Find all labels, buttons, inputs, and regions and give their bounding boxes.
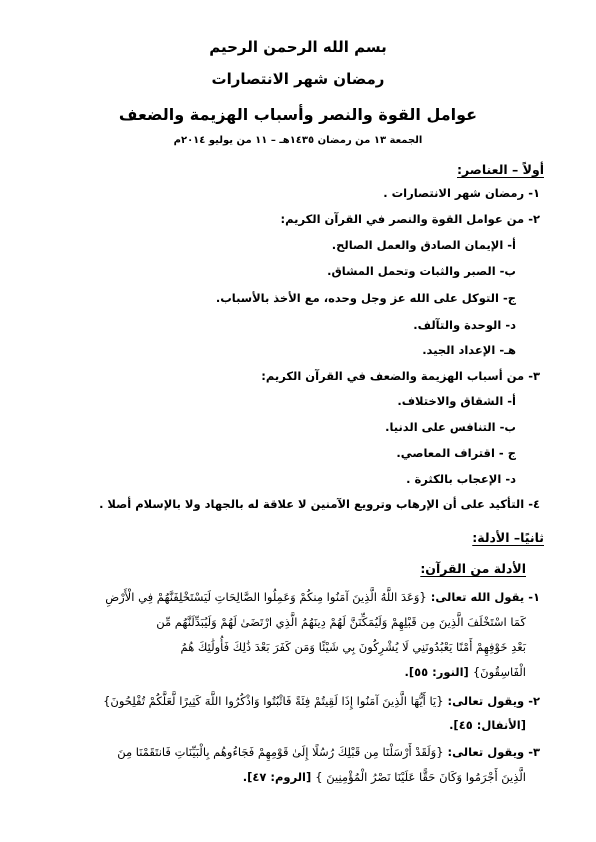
sub-list-item <box>397 394 516 408</box>
quran-evidence-heading <box>0 561 526 576</box>
sub-list-item-text: التوكل على الله عز وجل وحده، مع الأخذ بالأسباب. <box>215 291 499 305</box>
quran-evidence-heading-text: الأدلة من القرآن: <box>420 561 526 576</box>
section-elements-heading-text: أولاً – العناصر: <box>457 162 544 177</box>
list-item <box>383 186 540 200</box>
sub-list-item <box>385 420 516 434</box>
sub-list-item <box>332 238 516 252</box>
list-item <box>281 212 540 226</box>
verse-intro: ويقول تعالى: <box>447 745 525 759</box>
verse-1-line-4 <box>404 665 526 679</box>
sub-list-item-text: الشقاق والاختلاف. <box>397 394 504 408</box>
sub-list-item-letter: د- <box>505 472 516 486</box>
list-item-number: ٣- <box>528 369 540 383</box>
verse-3-line-2 <box>243 770 526 784</box>
page-title: عوامل القوة والنصر وأسباب الهزيمة والضعف <box>118 105 478 124</box>
list-item-text: رمضان شهر الانتصارات . <box>383 186 525 200</box>
verse-reference: [الأنفال: ٤٥]. <box>449 718 526 732</box>
verse-text: {وَعَدَ اللَّهُ الَّذِينَ آمَنُوا مِنكُمْ وَعَمِلُوا الصَّالِحَاتِ لَيَسْتَخْلِفَنَّهُمْ فِي الْأَرْضِ <box>105 590 427 604</box>
sub-list-item-text: الوحدة والتآلف. <box>413 318 502 332</box>
sub-list-item <box>406 472 516 486</box>
list-item-number: ٤- <box>528 497 540 511</box>
verse-text: {وَلَقَدْ أَرْسَلْنَا مِن قَبْلِكَ رُسُلًا إِلَىٰ قَوْمِهِمْ فَجَاءُوهُم بِالْبَيِّنَاتِ فَانتَقَمْنَا مِنَ <box>117 745 444 759</box>
section-evidence-heading <box>0 530 544 545</box>
verse-text: بَعْدِ خَوْفِهِمْ أَمْنًا يَعْبُدُونَنِي لَا يُشْرِكُونَ بِي شَيْئًا وَمَن كَفَرَ بَعْدَ ذَٰلِكَ فَأُولَٰئِكَ هُمُ <box>180 640 526 654</box>
section-elements-heading <box>0 162 544 177</box>
section-evidence-heading-text: ثانيًا– الأدلة: <box>472 530 544 545</box>
sub-list-item-letter: أ- <box>507 238 516 252</box>
verse-1-line-2 <box>156 615 526 629</box>
list-item-text: من أسباب الهزيمة والضعف في القرآن الكريم: <box>261 369 525 383</box>
verse-reference: [الروم: ٤٧]. <box>242 770 312 784</box>
sub-list-item-letter: أ- <box>507 394 516 408</box>
sub-list-item-letter: ج- <box>502 291 516 305</box>
sub-list-item-letter: د- <box>505 318 516 332</box>
verse-2-line-2 <box>449 718 526 732</box>
sub-list-item-text: التنافس على الدنيا. <box>385 420 496 434</box>
list-item-text: من عوامل القوة والنصر في القرآن الكريم: <box>280 212 525 226</box>
sub-list-item-letter: هـ- <box>499 343 516 357</box>
verse-3-line-1 <box>117 745 540 759</box>
sub-list-item-text: الإعداد الجيد. <box>422 343 496 357</box>
sub-list-item <box>396 446 516 460</box>
verse-2-line-1 <box>103 694 540 708</box>
verse-intro: يقول الله تعالى: <box>430 590 525 604</box>
date-line: الجمعة ١٣ من رمضان ١٤٣٥هـ – ١١ من يوليو ٢٠١٤م <box>173 135 423 146</box>
sub-list-item-letter: ب- <box>499 264 516 278</box>
verse-text: الْفَاسِقُونَ} <box>472 665 526 679</box>
list-item-text: التأكيد على أن الإرهاب وترويع الآمنين لا علاقة له بالجهاد ولا بالإسلام أصلا . <box>99 497 525 511</box>
list-item <box>99 497 540 511</box>
sub-list-item-text: اقتراف المعاصي. <box>396 446 495 460</box>
sub-list-item-text: الصبر والثبات وتحمل المشاق. <box>327 264 496 278</box>
series-title: رمضان شهر الانتصارات <box>211 70 385 88</box>
verse-text: كَمَا اسْتَخْلَفَ الَّذِينَ مِن قَبْلِهِمْ وَلَيُمَكِّنَنَّ لَهُمْ دِينَهُمُ الَّذِي ارْتَضَىٰ لَهُمْ وَلَيُبَدِّلَنَّهُم مِّن <box>156 615 526 629</box>
sub-list-item <box>327 264 516 278</box>
verse-number: ١- <box>528 590 540 604</box>
sub-list-item <box>413 318 516 332</box>
verse-number: ٣- <box>528 745 540 759</box>
verse-reference: [النور: ٥٥]. <box>404 665 469 679</box>
verse-1-line-1 <box>105 590 540 604</box>
list-item <box>261 369 540 383</box>
sub-list-item-text: الإعجاب بالكثرة . <box>406 472 502 486</box>
verse-text: {يَا أَيُّهَا الَّذِينَ آمَنُوا إِذَا لَقِيتُمْ فِئَةً فَاثْبُتُوا وَاذْكُرُوا اللَّهَ كَثِيرًا لَّعَلَّكُمْ تُفْلِحُونَ} <box>103 694 444 708</box>
verse-intro: ويقول تعالى: <box>447 694 525 708</box>
verse-number: ٢- <box>528 694 540 708</box>
sub-list-item-text: الإيمان الصادق والعمل الصالح. <box>331 238 504 252</box>
sub-list-item-letter: ب- <box>499 420 516 434</box>
verse-text: الَّذِينَ أَجْرَمُوا وَكَانَ حَقًّا عَلَيْنَا نَصْرُ الْمُؤْمِنِينَ } <box>315 770 526 784</box>
basmala: بسم الله الرحمن الرحيم <box>209 38 387 56</box>
sub-list-item <box>422 343 516 357</box>
list-item-number: ٢- <box>528 212 540 226</box>
list-item-number: ١- <box>528 186 540 200</box>
sub-list-item-letter: ج - <box>498 446 516 460</box>
sub-list-item <box>216 291 516 305</box>
verse-1-line-3 <box>181 640 526 654</box>
